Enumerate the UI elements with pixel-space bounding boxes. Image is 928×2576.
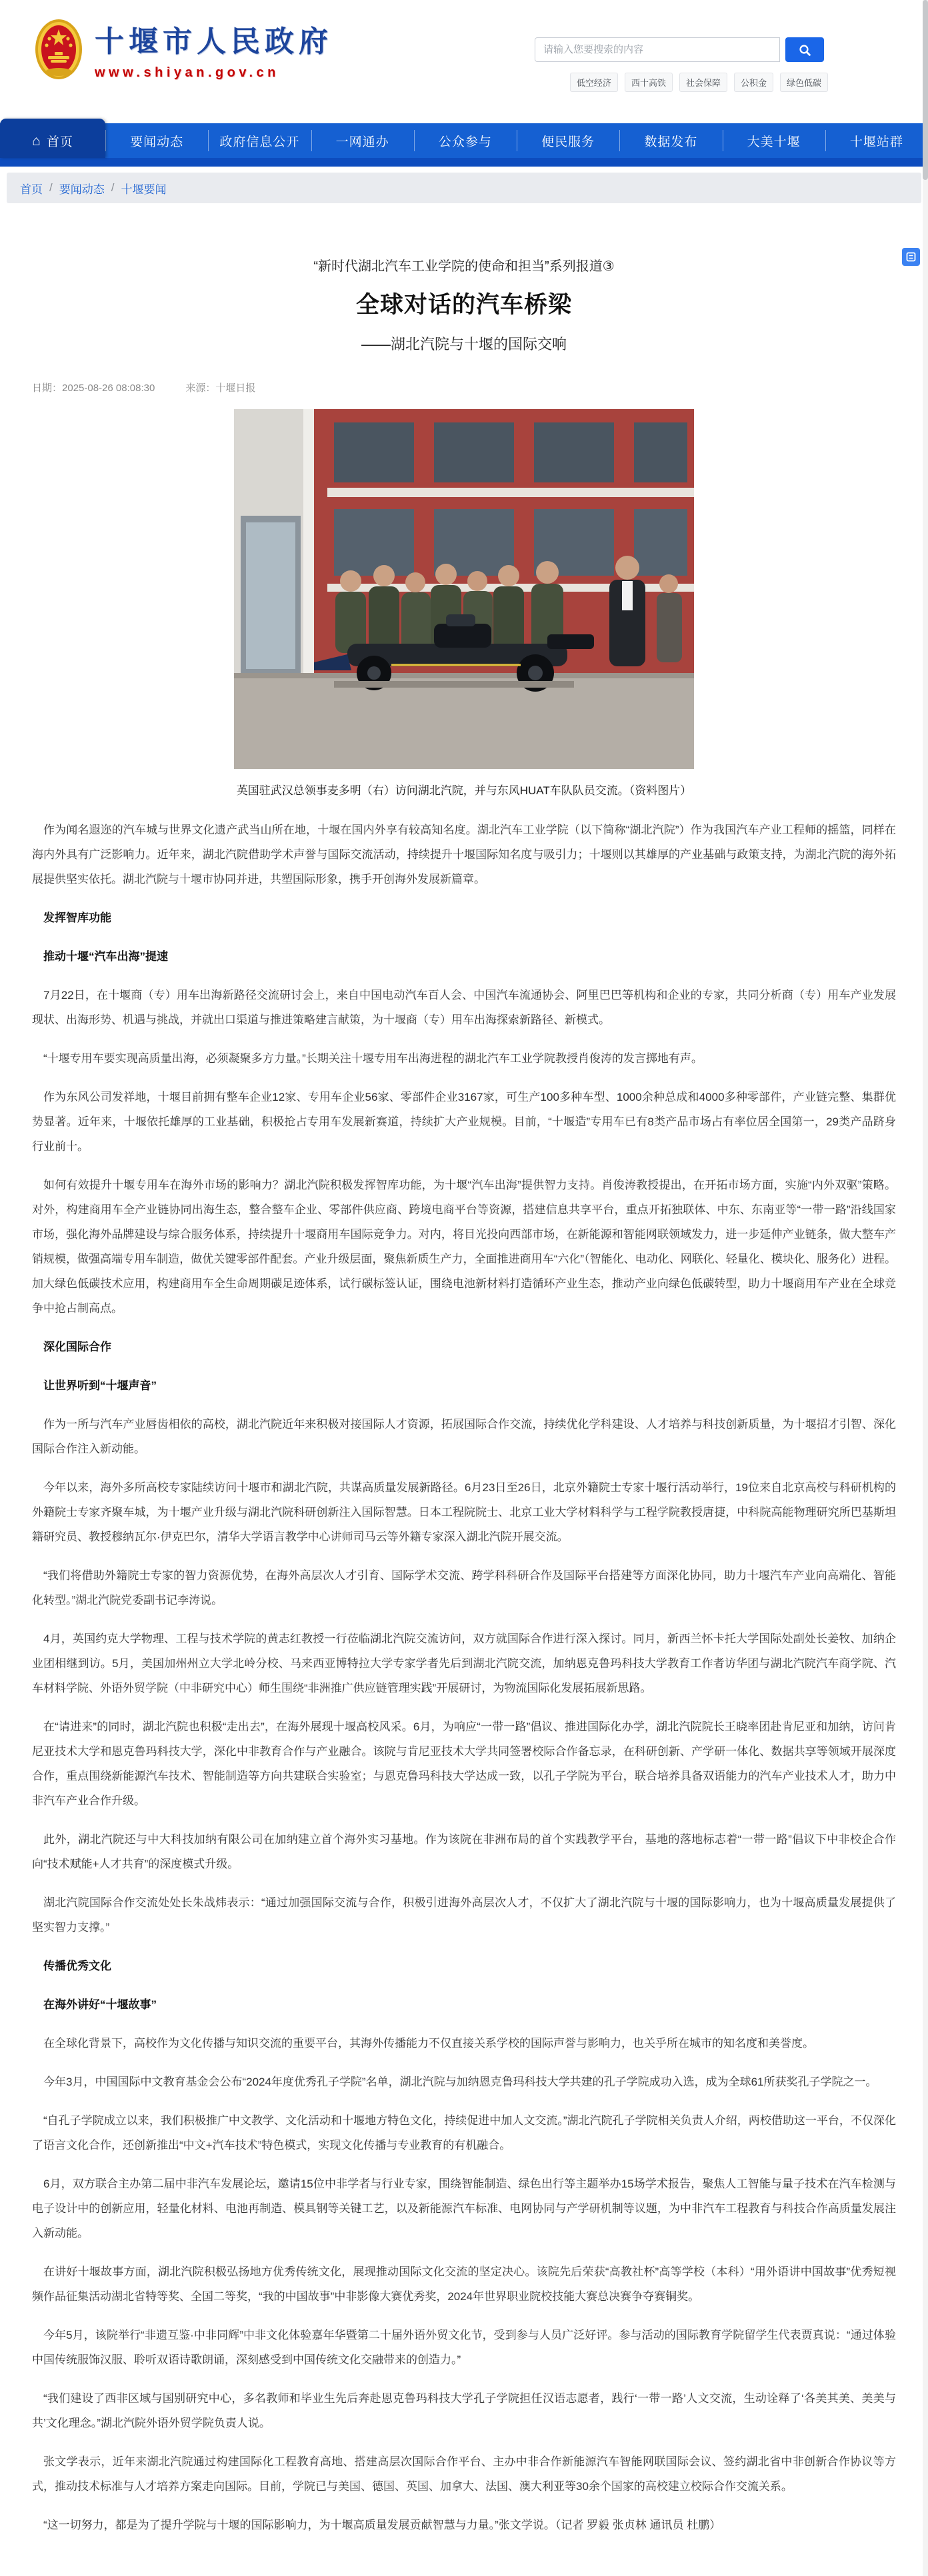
nav-bottom-strip <box>0 158 928 167</box>
reader-icon <box>906 252 916 262</box>
scrollbar-thumb[interactable] <box>923 0 928 180</box>
article-title: 全球对话的汽车桥梁 <box>355 292 572 318</box>
article <box>0 255 928 2564</box>
article-paragraph: 今年以来，海外多所高校专家陆续访问十堰市和湖北汽院，共谋高质量发展新路径。6月23日至26日，北京外籍院士专家十堰行活动举行，19位来自北京高校与科研机构的外籍院士专家齐聚车城，为十堰产业升级与湖北汽院科研创新注入国际智慧。日本工程院院士、北京工业大学材料科学与工程学院教授唐捷，中科院高能物理研究所巴基斯坦籍研究员、教授穆纳瓦尔·伊克巴尔，清华大学语言教学中心讲师司马云等外籍专家深入湖北汽院开展交流。 <box>32 1481 896 1543</box>
nav-item-2[interactable] <box>105 123 208 158</box>
section-heading: 让世界听到“十堰声音” <box>43 1379 157 1392</box>
article-paragraph: 在讲好十堰故事方面，湖北汽院积极弘扬地方优秀传统文化，展现推动国际文化交流的坚定决心。该院先后荣获“高教社杯”高等学校（本科）“用外语讲中国故事”优秀短视频作品征集活动湖北省特等奖、全国二等奖，“我的中国故事”中非影像大赛优秀奖，2024年世界职业院校技能大赛总决赛争夺赛铜奖。 <box>32 2265 896 2303</box>
breadcrumb-separator: / <box>111 181 115 194</box>
article-paragraph: 今年3月，中国国际中文教育基金会公布“2024年度优秀孔子学院”名单，湖北汽院与加纳恩克鲁玛科技大学共建的孔子学院成功入选，成为全球61所获奖孔子学院之一。 <box>43 2076 877 2088</box>
scrollbar-track[interactable] <box>923 0 928 2576</box>
breadcrumb-item-3[interactable]: 十堰要闻 <box>121 183 167 196</box>
nav-item-9[interactable] <box>825 123 928 158</box>
article-paragraph: 作为一所与汽车产业唇齿相依的高校，湖北汽院近年来积极对接国际人才资源，拓展国际合作交流，持续优化学科建设、人才培养与科技创新质量，为十堰招才引智、深化国际合作注入新动能。 <box>32 1418 896 1455</box>
section-heading: 推动十堰“汽车出海”提速 <box>43 950 168 963</box>
article-paragraph: 如何有效提升十堰专用车在海外市场的影响力？湖北汽院积极发挥智库功能，为十堰“汽车出海”提供智力支持。肖俊涛教授提出，在开拓市场方面，实施“内外双驱”策略。对外，构建商用车全产业链协同出海生态，整合整车企业、零部件供应商、跨境电商平台等资源，搭建信息共享平台，重点开拓独联体、中东、东南亚等“一带一路”沿线国家市场，强化海外品牌建设与综合服务体系，持续提升十堰商用车国际竞争力。对内，将目光投向西部市场，在新能源和智能网联领域发力，进一步延伸产业链条，做大整车产销规模，做强高端专用车制造，做优关键零部件配套。产业升级层面，聚焦新质生产力，全面推进商用车“六化”（智能化、电动化、网联化、轻量化、模块化、服务化）进程。加大绿色低碳技术应用，构建商用车全生命周期碳足迹体系，试行碳标签认证，围绕电池新材料打造循环产业生态，推动产业向绿色低碳转型，助力十堰商用车产业在全球竞争中抢占制高点。 <box>32 1179 896 1315</box>
quick-link-4[interactable]: 公积金 <box>734 73 773 92</box>
quick-link-3[interactable]: 社会保障 <box>679 73 727 92</box>
article-paragraph: 6月，双方联合主办第二届中非汽车发展论坛，邀请15位中非学者与行业专家，围绕智能制造、绿色出行等主题举办15场学术报告，聚焦人工智能与量子技术在汽车检测与电子设计中的创新应用，轻量化材料、电池再制造、模具钢等关键工艺，以及新能源汽车标准、电网协同与产学研机制等议题，为中非汽车工程教育与科技合作高质量发展注入新动能。 <box>32 2178 896 2240</box>
nav-item-label: 十堰站群 <box>849 135 903 149</box>
article-kicker: “新时代湖北汽车工业学院的使命和担当”系列报道③ <box>313 259 615 274</box>
article-subtitle: ——湖北汽院与十堰的国际交响 <box>361 336 567 352</box>
article-photo <box>234 409 694 769</box>
national-emblem-icon <box>35 19 83 80</box>
search-area <box>535 37 828 92</box>
site-url: www.shiyan.gov.cn <box>95 65 279 80</box>
site-logo[interactable] <box>35 17 333 81</box>
breadcrumb-item-1[interactable]: 首页 <box>20 183 43 196</box>
nav-item-1[interactable] <box>0 119 105 158</box>
nav-item-label: 首页 <box>46 135 73 149</box>
article-date: 日期：2025-08-26 08:08:30 <box>32 382 155 394</box>
article-paragraph: 作为闻名遐迩的汽车城与世界文化遗产武当山所在地，十堰在国内外享有较高知名度。湖北汽车工业学院（以下简称“湖北汽院”）作为我国汽车产业工程师的摇篮，同样在海内外具有广泛影响力。近年来，湖北汽院借助学术声誉与国际交流活动，持续提升十堰国际知名度与吸引力；十堰则以其雄厚的产业基础与政策支持，为湖北汽院的海外拓展提供坚实依托。湖北汽院与十堰市协同并进，共塑国际形象，携手开创海外发展新篇章。 <box>32 824 896 886</box>
breadcrumb-separator: / <box>49 181 53 194</box>
article-paragraph: 在全球化背景下，高校作为文化传播与知识交流的重要平台，其海外传播能力不仅直接关系学校的国际声誉与影响力，也关乎所在城市的知名度和美誉度。 <box>43 2037 814 2050</box>
article-paragraph: 张文学表示，近年来湖北汽院通过构建国际化工程教育高地、搭建高层次国际合作平台、主办中非合作新能源汽车智能网联国际会议、签约湖北省中非创新合作协议等方式，推动技术标准与人才培养方案走向国际。目前，学院已与美国、德国、英国、加拿大、法国、澳大利亚等30余个国家的高校建立校际合作交流关系。 <box>32 2455 896 2493</box>
nav-item-3[interactable] <box>208 123 311 158</box>
site-title: 十堰市人民政府 <box>95 25 333 58</box>
photo-caption: 英国驻武汉总领事麦多明（右）访问湖北汽院，并与东风HUAT车队队员交流。（资料图片） <box>236 784 692 797</box>
nav-item-label: 便民服务 <box>541 135 595 149</box>
nav-item-label: 公众参与 <box>438 135 492 149</box>
article-paragraph: 湖北汽院国际合作交流处处长朱战炜表示：“通过加强国际交流与合作，积极引进海外高层次人才，不仅扩大了湖北汽院与十堰的国际影响力，也为十堰高质量发展提供了坚实智力支撑。” <box>32 1896 896 1934</box>
nav-item-7[interactable] <box>619 123 722 158</box>
quick-link-2[interactable]: 西十高铁 <box>625 73 673 92</box>
article-body <box>32 818 896 2564</box>
main-nav <box>0 123 928 158</box>
site-title-block <box>95 17 333 81</box>
search-button[interactable] <box>785 37 824 62</box>
breadcrumb <box>7 173 921 203</box>
floating-reader-button[interactable] <box>902 248 920 266</box>
section-heading: 在海外讲好“十堰故事” <box>43 1998 157 2011</box>
article-photo-wrap <box>234 409 694 798</box>
search-icon <box>798 43 811 57</box>
article-paragraph: 7月22日，在十堰商（专）用车出海新路径交流研讨会上，来自中国电动汽车百人会、中国汽车流通协会、阿里巴巴等机构和企业的专家，共同分析商（专）用车产业发展现状、出海形势、机遇与挑战，并就出口渠道与推进策略建言献策，为十堰商（专）用车出海探索新路径、新模式。 <box>32 989 896 1026</box>
home-icon: ⌂ <box>32 133 41 149</box>
nav-item-6[interactable] <box>517 123 619 158</box>
search-input[interactable] <box>535 37 780 62</box>
nav-item-label: 一网通办 <box>335 135 389 149</box>
article-source: 来源：十堰日报 <box>185 382 256 394</box>
article-paragraph: 今年5月，该院举行“非遗互鉴·中非同辉”中非文化体验嘉年华暨第二十届外语外贸文化节，受到参与人员广泛好评。参与活动的国际教育学院留学生代表贾真说：“通过体验中国传统服饰汉服、聆听双语诗歌朗诵，深刻感受到中国传统文化交融带来的创造力。” <box>32 2329 896 2366</box>
article-paragraph: 4月，英国约克大学物理、工程与技术学院的黄志红教授一行莅临湖北汽院交流访问，双方就国际合作进行深入探讨。同月，新西兰怀卡托大学国际处副处长姜牧、加纳企业团相继到访。5月，美国加州州立大学北岭分校、马来西亚博特拉大学专家学者先后到湖北汽院交流，加纳恩克鲁玛科技大学教育工作者访华团与湖北汽院汽车商学院、汽车材料学院、外语外贸学院（中非研究中心）师生围绕“非洲推广供应链管理实践”开展研讨，为物流国际化发展拓展新思路。 <box>32 1632 896 1694</box>
nav-item-8[interactable] <box>723 123 825 158</box>
article-paragraph: 此外，湖北汽院还与中大科技加纳有限公司在加纳建立首个海外实习基地。作为该院在非洲布局的首个实践教学平台，基地的落地标志着“一带一路”倡议下中非校企合作向“技术赋能+人才共育”的深度模式升级。 <box>32 1833 896 1870</box>
nav-item-4[interactable] <box>311 123 414 158</box>
article-paragraph: 作为东风公司发祥地，十堰目前拥有整车企业12家、专用车企业56家、零部件企业3167家，可生产100多种车型、1000余种总成和4000多种零部件，产业链完整、集群优势显著。近年来，十堰依托雄厚的工业基础，积极抢占专用车发展新赛道，持续扩大产业规模。目前，“十堰造”专用车已有8类产品市场占有率位居全国第一，29类产品跻身行业前十。 <box>32 1091 896 1153</box>
article-paragraph: “我们建设了西非区域与国别研究中心，多名教师和毕业生先后奔赴恩克鲁玛科技大学孔子学院担任汉语志愿者，践行‘一带一路’人文交流，生动诠释了‘各美其美、美美与共’文化理念。”湖北汽院外语外贸学院负责人说。 <box>32 2392 896 2429</box>
section-heading: 传播优秀文化 <box>43 1960 111 1972</box>
nav-item-label: 数据发布 <box>644 135 698 149</box>
article-paragraph: 在“请进来”的同时，湖北汽院也积极“走出去”，在海外展现十堰高校风采。6月，为响应“一带一路”倡议、推进国际化办学，湖北汽院院长王晓率团赴肯尼亚和加纳，访问肯尼亚技术大学和恩克鲁玛科技大学，深化中非教育合作与产业融合。该院与肯尼亚技术大学共同签署校际合作备忘录，在科研创新、产学研一体化、数据共享等领域开展深度合作，重点围绕新能源汽车技术、智能制造等方向共建联合实验室；与恩克鲁玛科技大学达成一致，以孔子学院为平台，联合培养具备双语能力的汽车产业技术人才，助力中非汽车产业合作升级。 <box>32 1720 896 1807</box>
section-heading: 发挥智库功能 <box>43 912 111 924</box>
quick-link-5[interactable]: 绿色低碳 <box>780 73 828 92</box>
article-paragraph: “十堰专用车要实现高质量出海，必须凝聚多方力量。”长期关注十堰专用车出海进程的湖北汽车工业学院教授肖俊涛的发言掷地有声。 <box>43 1052 703 1065</box>
nav-item-5[interactable] <box>414 123 517 158</box>
quick-links <box>535 73 828 92</box>
article-meta <box>32 380 896 394</box>
nav-item-label: 政府信息公开 <box>219 135 300 149</box>
section-heading: 深化国际合作 <box>43 1341 111 1353</box>
article-paragraph: “我们将借助外籍院士专家的智力资源优势，在海外高层次人才引育、国际学术交流、跨学科科研合作及国际平台搭建等方面深化协同，助力十堰汽车产业向高端化、智能化转型。”湖北汽院党委副书记李涛说。 <box>32 1569 896 1607</box>
nav-item-label: 要闻动态 <box>130 135 184 149</box>
article-paragraph: “这一切努力，都是为了提升学院与十堰的国际影响力，为十堰高质量发展贡献智慧与力量。”张文学说。（记者 罗毅 张贞林 通讯员 杜鹏） <box>43 2519 721 2531</box>
breadcrumb-item-2[interactable]: 要闻动态 <box>59 183 105 196</box>
site-header <box>0 0 928 123</box>
quick-link-1[interactable]: 低空经济 <box>570 73 618 92</box>
nav-item-label: 大美十堰 <box>747 135 801 149</box>
article-paragraph: “自孔子学院成立以来，我们积极推广中文教学、文化活动和十堰地方特色文化，持续促进中加人文交流。”湖北汽院孔子学院相关负责人介绍，两校借助这一平台，不仅深化了语言文化合作，还创新推出“中文+汽车技术”特色模式，实现文化传播与专业教育的有机融合。 <box>32 2114 896 2152</box>
